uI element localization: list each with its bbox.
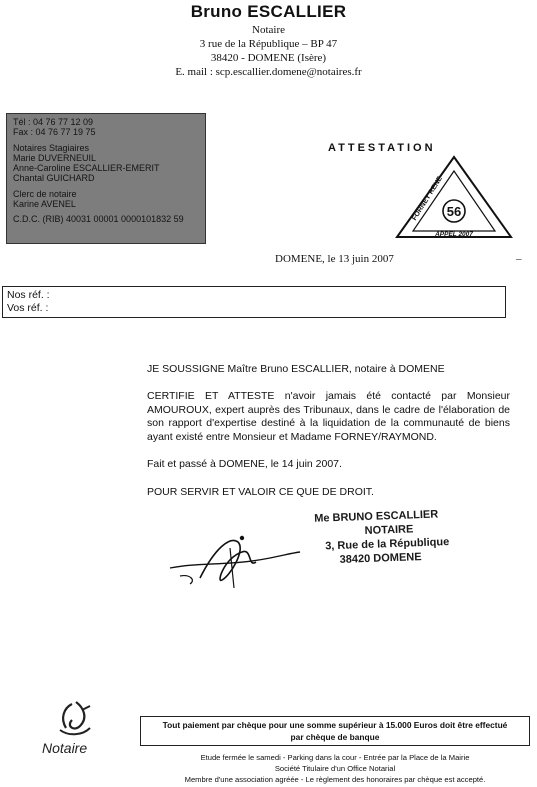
references-box [2, 286, 506, 318]
notary-title: Notaire [252, 24, 285, 36]
trainee-1: Marie DUVERNEUIL [13, 152, 97, 163]
stamp-city: 38420 DOMENE [339, 551, 422, 566]
payment-notice [140, 716, 530, 746]
seal-bottom-text: APPEL 2007 [435, 231, 473, 238]
declarant-line: JE SOUSSIGNE Maître Bruno ESCALLIER, notaire à DOMENE [147, 363, 445, 375]
contact-box [6, 113, 206, 244]
signed-date-line: Fait et passé à DOMENE, le 14 juin 2007. [147, 458, 342, 470]
attestation-paragraph: CERTIFIE ET ATTESTE n'avoir jamais été contacté par Monsieur AMOUROUX, expert auprès des Tribunaux, dans le cadre de l'élaboration de son rapport d'expertise destiné à la liquidation de la communauté de biens ayant existé entre Monsieur et Madame FORNEY/RAYMOND. [147, 390, 510, 443]
trainees-heading: Notaires Stagiaires [13, 142, 90, 153]
footer-line-1: Etude fermée le samedi - Parking dans la cour - Entrée par la Place de la Mairie [200, 753, 470, 762]
footer-line-3: Membre d'une association agréée - Le règlement des honoraires par chèque est accepté. [184, 775, 486, 784]
notaire-logo-icon [54, 700, 94, 738]
seal-top-text: FORNEY RENE [411, 175, 444, 222]
seal-stamp [395, 155, 513, 240]
address-line-1: 3 rue de la République – BP 47 [199, 38, 338, 50]
seal-number: 56 [446, 204, 462, 219]
bank-details: C.D.C. (RIB) 40031 00001 0000101832 59 [13, 214, 184, 225]
dash-mark: – [516, 253, 522, 265]
footer-line-2: Société Titulaire d'un Office Notarial [274, 764, 396, 773]
your-reference: Vos réf. : [7, 302, 49, 314]
document-title: ATTESTATION [328, 142, 436, 154]
logo-text: Notaire [42, 740, 88, 756]
closing-formula: POUR SERVIR ET VALOIR CE QUE DE DROIT. [147, 486, 374, 498]
fax-line: Fax : 04 76 77 19 75 [13, 127, 96, 138]
trainee-3: Chantal GUICHARD [13, 173, 95, 184]
our-reference: Nos réf. : [7, 289, 50, 301]
address-line-2: 38420 - DOMENE (Isère) [210, 52, 327, 64]
trainee-2: Anne-Caroline ESCALLIER-EMERIT [13, 163, 160, 174]
clerk-name: Karine AVENEL [13, 199, 76, 210]
notaire-logo [40, 700, 112, 768]
handwritten-signature [160, 528, 310, 598]
stamp-street: 3, Rue de la République [325, 536, 450, 553]
clerk-heading: Clerc de notaire [13, 188, 77, 199]
tel-line: Tél : 04 76 77 12 09 [13, 117, 94, 127]
date-place: DOMENE, le 13 juin 2007 [275, 253, 394, 265]
notary-name: Bruno ESCALLIER [190, 2, 347, 21]
notary-stamp [308, 507, 450, 568]
email-line: E. mail : scp.escallier.domene@notaires.fr [175, 66, 362, 78]
payment-notice-line-1: Tout paiement par chèque pour une somme supérieur à 15.000 Euros doit être effectué [162, 720, 508, 730]
stamp-name: Me BRUNO ESCALLIER [314, 508, 439, 525]
svg-text:FORNEY RENE [411, 175, 444, 222]
payment-notice-line-2: par chèque de banque [290, 732, 380, 742]
stamp-title: NOTAIRE [364, 523, 414, 538]
